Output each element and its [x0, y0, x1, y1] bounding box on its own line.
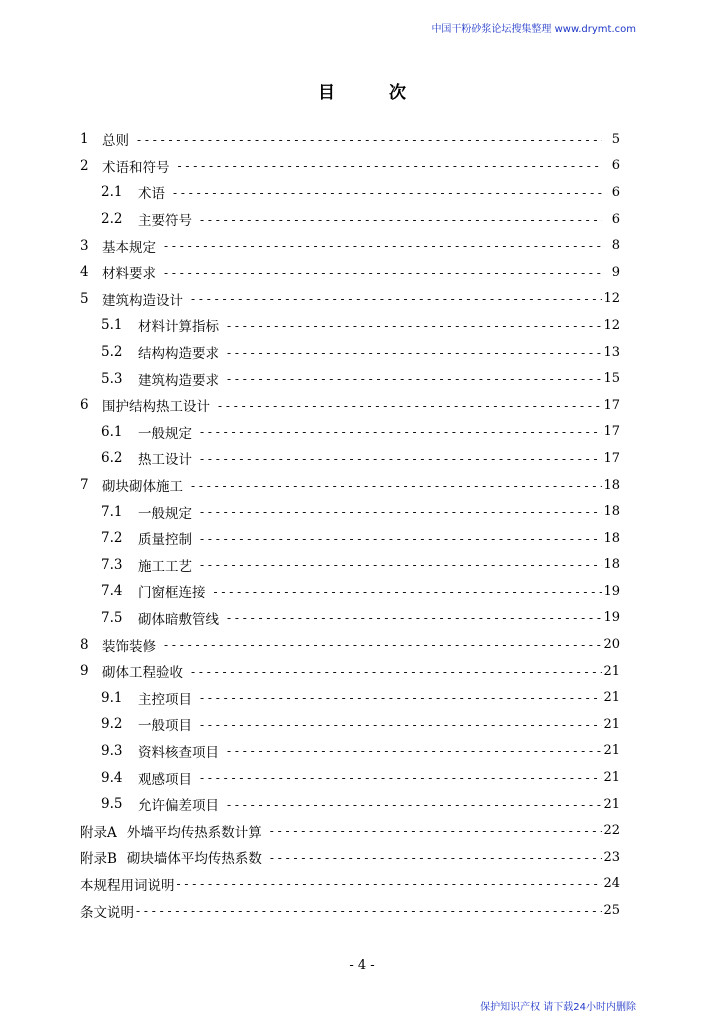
toc-entry[interactable]	[80, 232, 620, 259]
toc-entry-page: 21	[603, 796, 620, 812]
toc-entry-page: 17	[603, 450, 620, 466]
toc-entry-label: 质量控制	[138, 532, 192, 549]
toc-entry-page: 21	[603, 690, 620, 706]
leader-dots	[214, 584, 603, 599]
toc-entry-label: 建筑构造设计	[102, 292, 183, 309]
toc-entry-label: 资料核查项目	[138, 744, 219, 761]
leader-dots	[227, 371, 602, 386]
toc-entry-label: 观感项目	[138, 771, 192, 788]
toc-entry[interactable]	[80, 259, 620, 286]
toc-entry[interactable]	[80, 339, 620, 366]
toc-entry-number: 2.1	[101, 184, 123, 201]
toc-entry-number: 8	[80, 636, 89, 653]
toc-entry-number: 5	[80, 290, 89, 307]
toc-entry[interactable]	[80, 552, 620, 579]
toc-entry[interactable]	[80, 871, 620, 898]
toc-entry-page: 17	[603, 397, 620, 413]
toc-entry-number: 9.3	[101, 742, 123, 759]
toc-entry-number: 7.4	[101, 583, 123, 600]
toc-entry-label: 允许偏差项目	[138, 798, 219, 815]
toc-entry-number: 附录A	[80, 824, 117, 841]
leader-dots	[270, 823, 602, 838]
leader-dots	[227, 345, 602, 360]
leader-dots	[200, 212, 602, 227]
site-header-link[interactable]: 中国干粉砂浆论坛搜集整理 www.drymt.com	[431, 24, 636, 35]
table-of-contents	[80, 126, 620, 924]
leader-dots	[164, 238, 602, 253]
toc-entry-page: 12	[603, 291, 620, 307]
toc-entry-page: 6	[611, 158, 620, 174]
leader-dots	[227, 743, 602, 758]
toc-entry-page: 5	[611, 131, 620, 147]
toc-entry-page: 18	[603, 530, 620, 546]
toc-entry-page: 9	[611, 264, 620, 280]
toc-entry[interactable]	[80, 312, 620, 339]
leader-dots	[164, 265, 602, 280]
leader-dots	[136, 903, 602, 918]
leader-dots	[200, 424, 602, 439]
leader-dots	[177, 876, 603, 891]
toc-entry-number: 7	[80, 477, 89, 494]
toc-entry[interactable]	[80, 472, 620, 499]
toc-entry-number: 5.1	[101, 317, 123, 334]
toc-entry[interactable]	[80, 365, 620, 392]
toc-entry-page: 13	[603, 344, 620, 360]
toc-entry-page: 24	[603, 876, 620, 892]
toc-entry-label: 主要符号	[138, 213, 192, 230]
leader-dots	[200, 770, 602, 785]
toc-entry-number: 2	[80, 157, 89, 174]
toc-entry-label: 术语	[138, 186, 165, 203]
toc-entry-label: 热工设计	[138, 452, 192, 469]
leader-dots	[191, 478, 602, 493]
toc-entry-number: 7.3	[101, 556, 123, 573]
toc-entry-page: 6	[611, 184, 620, 200]
toc-entry-number: 6.2	[101, 450, 123, 467]
toc-entry-page: 21	[603, 770, 620, 786]
toc-entry-label: 一般规定	[138, 505, 192, 522]
toc-entry[interactable]	[80, 605, 620, 632]
toc-entry-label: 砌块砌体施工	[102, 479, 183, 496]
toc-entry-label: 本规程用词说明	[80, 877, 175, 894]
toc-entry-number: 3	[80, 237, 89, 254]
toc-entry-page: 15	[603, 371, 620, 387]
toc-entry-label: 条文说明	[80, 904, 134, 921]
toc-entry-number: 6	[80, 397, 89, 414]
toc-entry[interactable]	[80, 791, 620, 818]
toc-entry[interactable]	[80, 179, 620, 206]
copyright-note: 保护知识产权 请下载24小时内删除	[480, 1002, 636, 1013]
toc-entry-number: 9.5	[101, 796, 123, 813]
toc-entry-page: 17	[603, 424, 620, 440]
toc-entry-label: 外墙平均传热系数计算	[126, 824, 262, 841]
toc-entry-page: 25	[603, 903, 620, 919]
toc-entry-number: 1	[80, 131, 89, 148]
toc-entry-number: 9.4	[101, 769, 123, 786]
toc-entry-page: 18	[603, 557, 620, 573]
toc-entry-label: 装饰装修	[102, 638, 156, 655]
page-number: - 4 -	[349, 958, 375, 973]
toc-entry-page: 22	[603, 823, 620, 839]
toc-entry-label: 门窗框连接	[138, 585, 206, 602]
leader-dots	[200, 504, 602, 519]
leader-dots	[200, 717, 602, 732]
toc-entry-page: 8	[611, 238, 620, 254]
leader-dots	[164, 637, 602, 652]
toc-entry[interactable]	[80, 631, 620, 658]
toc-entry-label: 围护结构热工设计	[102, 399, 210, 416]
toc-entry-label: 材料要求	[102, 266, 156, 283]
toc-entry-page: 19	[603, 583, 620, 599]
toc-entry-number: 7.5	[101, 609, 123, 626]
toc-entry-number: 2.2	[101, 211, 123, 228]
toc-entry-label: 建筑构造要求	[138, 372, 219, 389]
toc-entry-number: 7.2	[101, 530, 123, 547]
toc-entry-number: 5.3	[101, 370, 123, 387]
toc-entry-page: 18	[603, 504, 620, 520]
toc-entry-number: 6.1	[101, 423, 123, 440]
toc-entry-number: 9.2	[101, 716, 123, 733]
leader-dots	[200, 531, 602, 546]
leader-dots	[227, 610, 602, 625]
toc-entry[interactable]	[80, 419, 620, 446]
toc-entry[interactable]	[80, 578, 620, 605]
toc-entry-number: 4	[80, 264, 89, 281]
toc-entry-label: 砌体工程验收	[102, 665, 183, 682]
toc-entry-label: 基本规定	[102, 239, 156, 256]
toc-entry-page: 20	[603, 637, 620, 653]
leader-dots	[137, 132, 602, 147]
toc-entry[interactable]	[80, 738, 620, 765]
toc-entry-label: 砌块墙体平均传热系数	[126, 851, 262, 868]
leader-dots	[270, 850, 602, 865]
toc-entry-label: 结构构造要求	[138, 346, 219, 363]
toc-title: 目 次	[318, 83, 430, 103]
toc-entry[interactable]	[80, 498, 620, 525]
toc-entry-page: 18	[603, 477, 620, 493]
toc-entry[interactable]	[80, 206, 620, 233]
toc-entry[interactable]	[80, 684, 620, 711]
leader-dots	[191, 291, 602, 306]
leader-dots	[191, 664, 602, 679]
leader-dots	[227, 797, 602, 812]
toc-entry-number: 9	[80, 663, 89, 680]
toc-entry-number: 5.2	[101, 344, 123, 361]
toc-entry[interactable]	[80, 525, 620, 552]
leader-dots	[227, 318, 602, 333]
leader-dots	[200, 451, 602, 466]
toc-entry-page: 19	[603, 610, 620, 626]
toc-entry-label: 总则	[102, 133, 129, 150]
toc-entry-page: 12	[603, 317, 620, 333]
leader-dots	[178, 158, 603, 173]
leader-dots	[200, 690, 602, 705]
leader-dots	[218, 398, 602, 413]
toc-entry-label: 术语和符号	[102, 159, 170, 176]
toc-entry-label: 一般规定	[138, 425, 192, 442]
toc-entry-number: 7.1	[101, 503, 123, 520]
toc-entry-label: 主控项目	[138, 691, 192, 708]
toc-entry-label: 材料计算指标	[138, 319, 219, 336]
toc-entry-page: 21	[603, 663, 620, 679]
toc-entry-label: 砌体暗敷管线	[138, 611, 219, 628]
toc-entry[interactable]	[80, 844, 620, 871]
toc-entry-label: 施工工艺	[138, 558, 192, 575]
toc-entry[interactable]	[80, 711, 620, 738]
toc-entry[interactable]	[80, 817, 620, 844]
toc-entry[interactable]	[80, 286, 620, 313]
toc-entry[interactable]	[80, 897, 620, 924]
toc-entry[interactable]	[80, 764, 620, 791]
toc-entry-page: 21	[603, 716, 620, 732]
toc-entry-page: 23	[603, 849, 620, 865]
toc-entry[interactable]	[80, 126, 620, 153]
leader-dots	[200, 557, 602, 572]
toc-entry[interactable]	[80, 658, 620, 685]
toc-entry[interactable]	[80, 445, 620, 472]
toc-entry-number: 9.1	[101, 689, 123, 706]
toc-entry[interactable]	[80, 153, 620, 180]
toc-entry-page: 21	[603, 743, 620, 759]
toc-entry-number: 附录B	[80, 851, 117, 868]
toc-entry-page: 6	[611, 211, 620, 227]
toc-entry[interactable]	[80, 392, 620, 419]
toc-entry-label: 一般项目	[138, 718, 192, 735]
leader-dots	[173, 185, 602, 200]
